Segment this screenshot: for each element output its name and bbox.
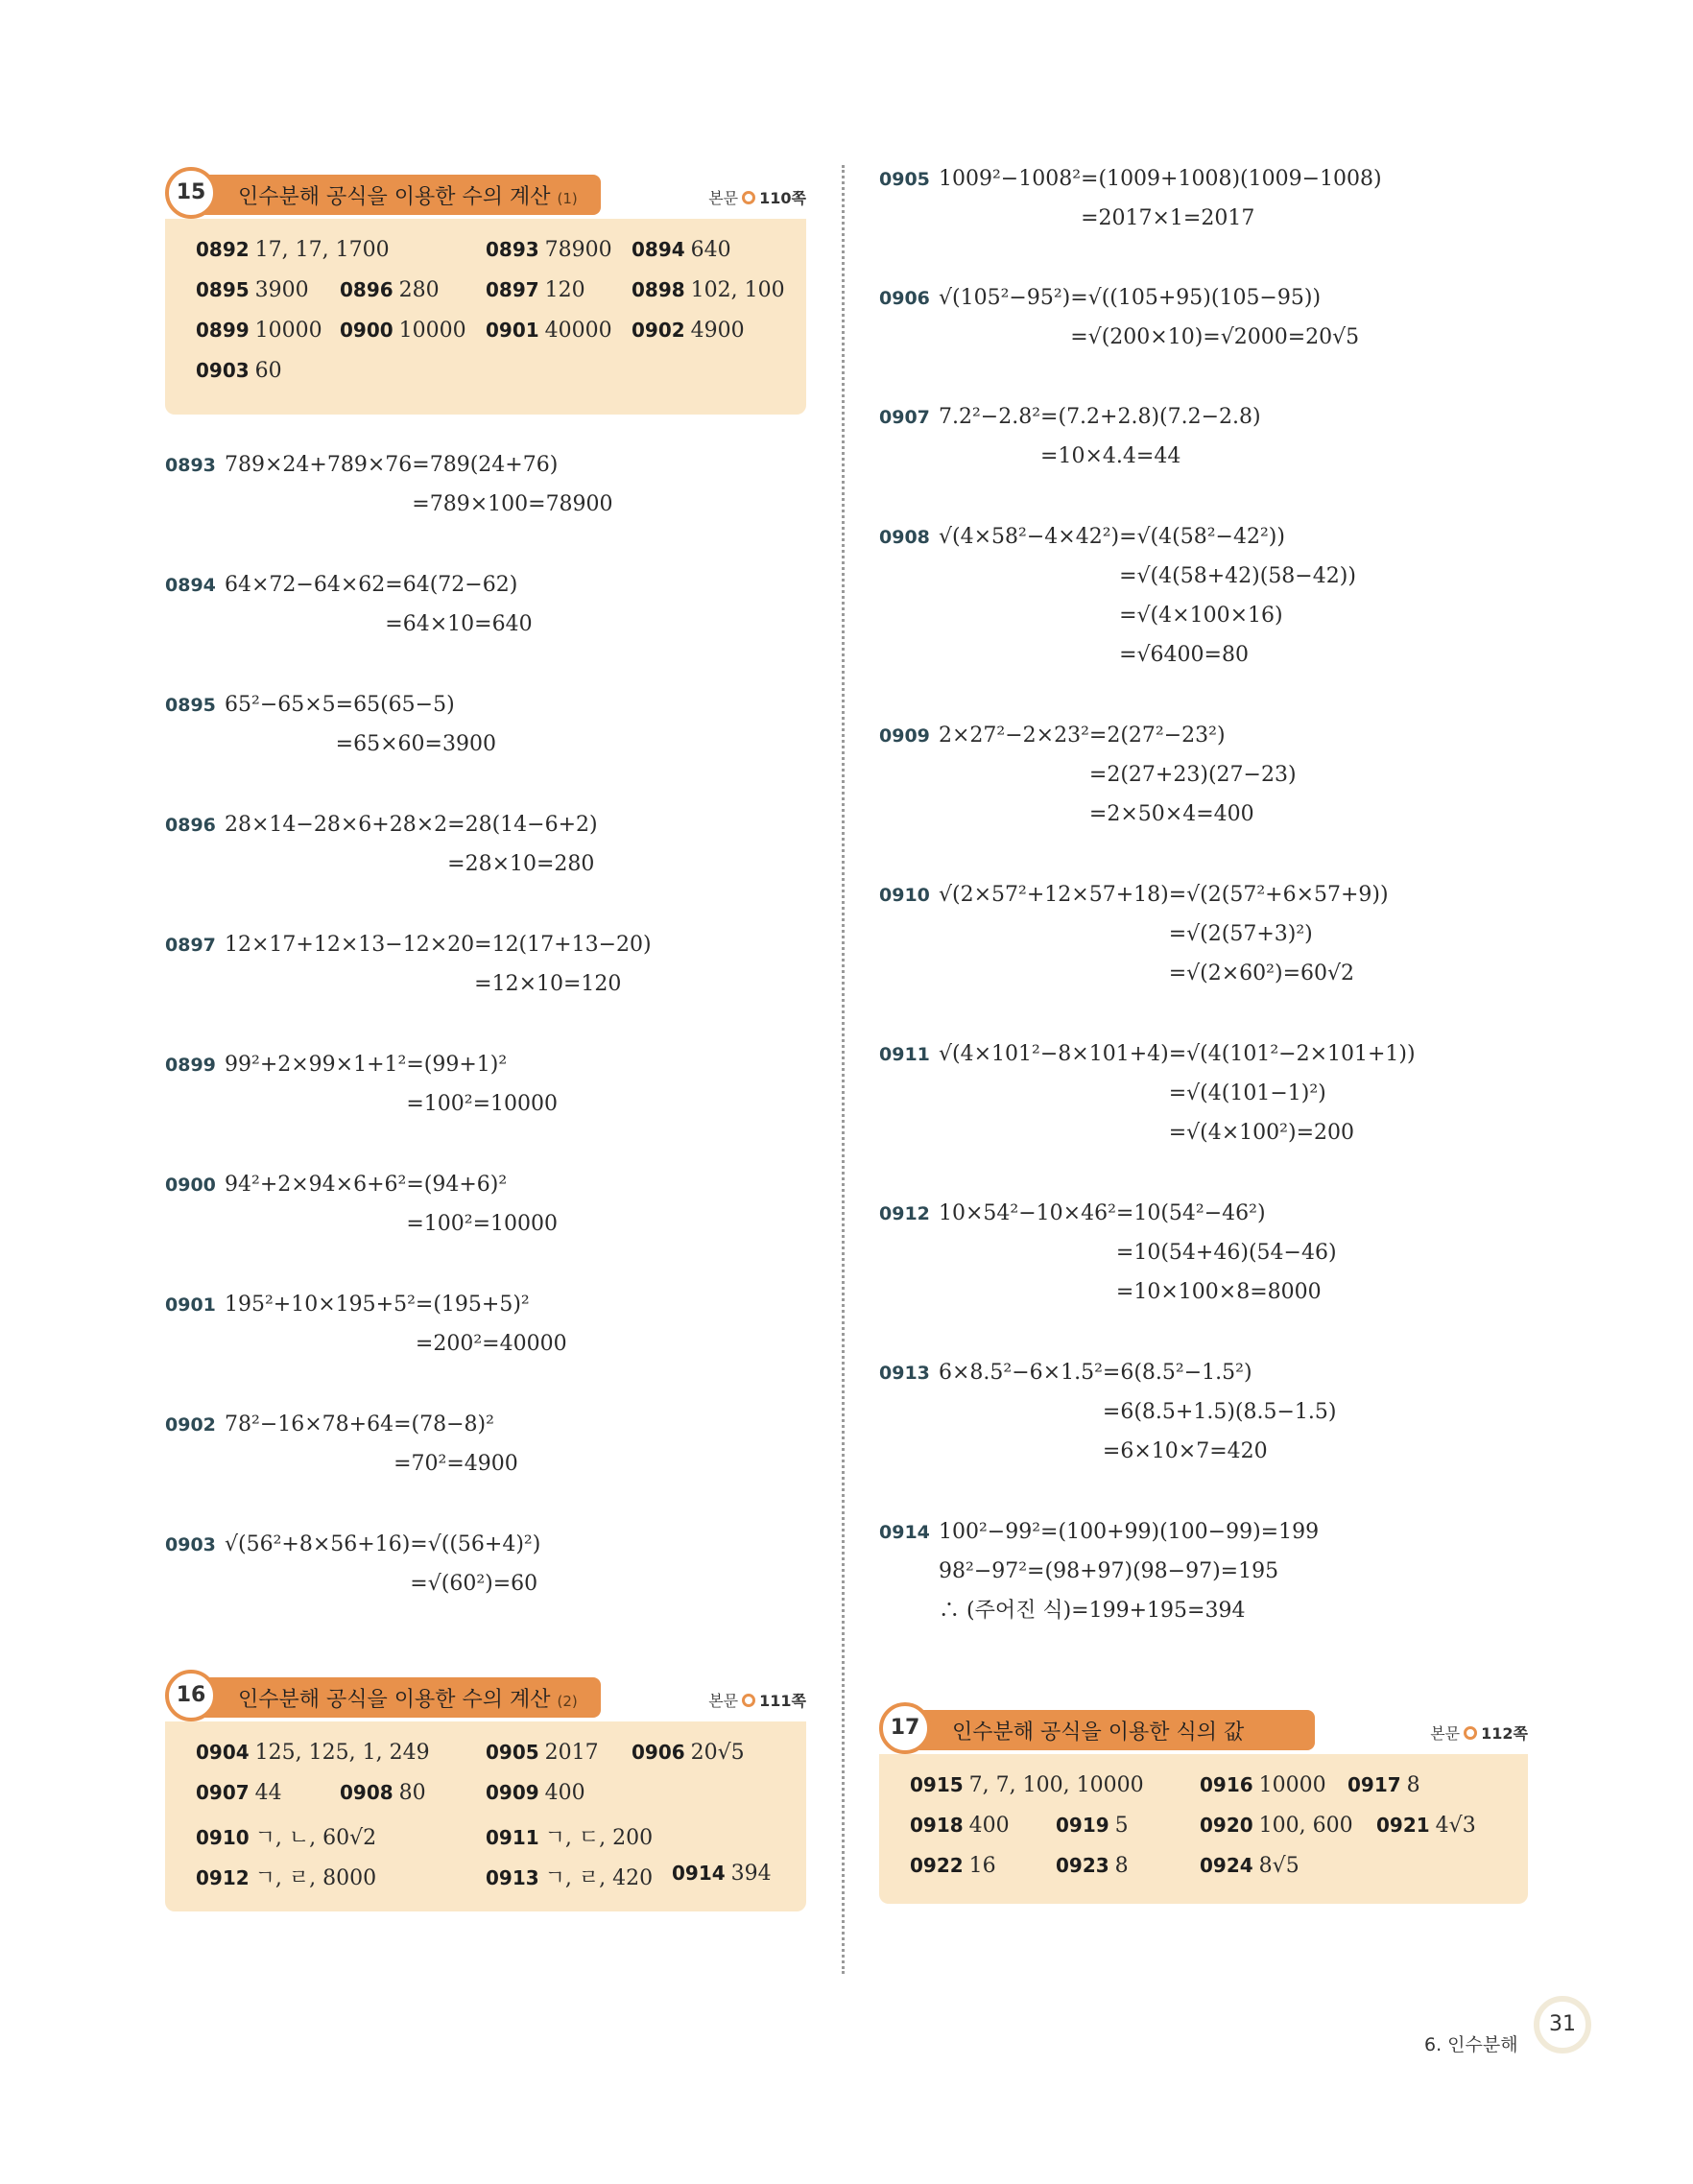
answer-value: 17, 17, 1700 — [254, 238, 390, 262]
answer-item — [486, 238, 612, 262]
answer-number: 0912 — [196, 1866, 250, 1889]
answer-item — [910, 1773, 1144, 1797]
solution-number: 0911 — [879, 1044, 930, 1065]
solution-line: 2×27²−2×23²=2(27²−23²) — [939, 724, 1226, 748]
solution-line: =√(4(58+42)(58−42)) — [1119, 564, 1356, 588]
solution-line: 65²−65×5=65(65−5) — [225, 693, 455, 717]
answer-number: 0902 — [632, 319, 685, 342]
answer-number: 0917 — [1347, 1773, 1401, 1796]
solution-number: 0900 — [165, 1175, 216, 1196]
answer-value: 2017 — [544, 1741, 599, 1765]
answer-number: 0895 — [196, 278, 250, 301]
solution-line: =70²=4900 — [393, 1452, 518, 1476]
solution-number: 0901 — [165, 1294, 216, 1316]
solution-line: =2017×1=2017 — [1081, 206, 1255, 230]
answer-row — [910, 1773, 1528, 1814]
answer-item — [632, 278, 785, 302]
answer-value: 8 — [1406, 1773, 1420, 1797]
solution-number: 0899 — [165, 1055, 216, 1076]
answer-item — [486, 1781, 585, 1805]
solution-line: =√(2(57+3)²) — [1168, 922, 1313, 946]
answer-value: 5 — [1114, 1814, 1129, 1838]
solution-number: 0907 — [879, 407, 930, 428]
answer-number: 0922 — [910, 1854, 964, 1877]
solution-line: =√(200×10)=√2000=20√5 — [1070, 325, 1360, 349]
column-divider — [842, 165, 845, 1974]
solution-line: √(56²+8×56+16)=√((56+4)²) — [225, 1532, 541, 1556]
section-title-text: 인수분해 공식을 이용한 식의 값 — [952, 1721, 1245, 1745]
section-title — [952, 1716, 1244, 1745]
section-number: 16 — [165, 1670, 217, 1721]
solution-line: =2×50×4=400 — [1088, 802, 1254, 826]
answer-number: 0893 — [486, 238, 539, 261]
ref-page: 112쪽 — [1481, 1724, 1528, 1743]
solution-number: 0895 — [165, 695, 216, 716]
section-title-sub: (2) — [557, 1693, 578, 1710]
answer-item — [1200, 1814, 1353, 1838]
section-title-sub: (1) — [557, 190, 578, 207]
solution-line: =789×100=78900 — [412, 492, 613, 516]
answer-item — [196, 1862, 376, 1891]
solution-line: √(105²−95²)=√((105+95)(105−95)) — [939, 286, 1322, 310]
solution-line: 78²−16×78+64=(78−8)² — [225, 1412, 494, 1436]
answer-item — [1347, 1773, 1420, 1797]
answer-item — [486, 278, 585, 302]
solution-number: 0896 — [165, 815, 216, 836]
answer-item — [196, 238, 390, 262]
solution-number: 0893 — [165, 455, 216, 476]
solution-number: 0903 — [165, 1534, 216, 1555]
solution-number: 0897 — [165, 935, 216, 956]
answer-number: 0894 — [632, 238, 685, 261]
answer-value: 400 — [968, 1814, 1010, 1838]
arrow-circle-icon — [742, 1694, 755, 1707]
solution-line: =10×4.4=44 — [1040, 444, 1181, 468]
answer-value: 80 — [398, 1781, 426, 1805]
solution-number: 0894 — [165, 575, 216, 596]
answer-value: 4√3 — [1435, 1814, 1476, 1838]
answer-row — [910, 1854, 1528, 1894]
ref-label: 본문 — [1430, 1724, 1461, 1743]
answer-item — [196, 1781, 282, 1805]
solution-line: 7.2²−2.8²=(7.2+2.8)(7.2−2.8) — [939, 405, 1261, 429]
solution-number: 0912 — [879, 1203, 930, 1224]
answer-item — [632, 319, 745, 343]
solution-line: =√6400=80 — [1119, 643, 1249, 667]
answer-item — [196, 359, 282, 383]
ref-label: 본문 — [708, 189, 739, 207]
solution-line: √(2×57²+12×57+18)=√(2(57²+6×57+9)) — [939, 883, 1389, 907]
solution-number: 0913 — [879, 1363, 930, 1384]
ref-label: 본문 — [708, 1692, 739, 1710]
answer-number: 0921 — [1376, 1814, 1430, 1837]
answer-item — [672, 1862, 772, 1886]
answer-number: 0892 — [196, 238, 250, 261]
solution-number: 0909 — [879, 725, 930, 747]
ref-page: 110쪽 — [759, 189, 806, 207]
solution-line: 100²−99²=(100+99)(100−99)=199 — [939, 1520, 1320, 1544]
answer-item — [910, 1814, 1010, 1838]
section-page-ref — [708, 186, 806, 208]
solution-line: =65×60=3900 — [335, 732, 496, 756]
answer-item — [196, 1821, 376, 1851]
answer-row — [196, 319, 806, 359]
answer-number: 0918 — [910, 1814, 964, 1837]
answer-number: 0906 — [632, 1741, 685, 1764]
solution-line: 789×24+789×76=789(24+76) — [225, 453, 559, 477]
answer-row — [196, 1781, 806, 1821]
answer-value: 60 — [254, 359, 282, 383]
solution-line: =2(27+23)(27−23) — [1088, 763, 1297, 787]
answer-number: 0901 — [486, 319, 539, 342]
solution-line: 1009²−1008²=(1009+1008)(1009−1008) — [939, 167, 1382, 191]
solution-line: 64×72−64×62=64(72−62) — [225, 573, 518, 597]
answer-item — [910, 1854, 996, 1878]
answer-value: ㄱ, ㄷ, 200 — [544, 1826, 654, 1850]
answer-value: 16 — [968, 1854, 996, 1878]
section-number: 17 — [879, 1702, 931, 1754]
solution-line: 6×8.5²−6×1.5²=6(8.5²−1.5²) — [939, 1361, 1252, 1385]
answer-value: 44 — [254, 1781, 282, 1805]
answer-value: 10000 — [1258, 1773, 1326, 1797]
section-number: 15 — [165, 167, 217, 219]
solution-line: 98²−97²=(98+97)(98−97)=195 — [939, 1559, 1279, 1583]
answer-value: ㄱ, ㄹ, 8000 — [254, 1866, 377, 1890]
answer-item — [486, 319, 612, 343]
answer-item — [1056, 1814, 1129, 1838]
answer-value: 3900 — [254, 278, 309, 302]
answer-item — [486, 1862, 653, 1891]
section-16-header — [165, 1668, 806, 1727]
section-title — [238, 180, 578, 210]
answer-number: 0913 — [486, 1866, 539, 1889]
solution-line: 12×17+12×13−12×20=12(17+13−20) — [225, 933, 652, 957]
solution-line: =10×100×8=8000 — [1115, 1280, 1322, 1304]
solution-line: =28×10=280 — [447, 852, 595, 876]
answer-value: 400 — [544, 1781, 585, 1805]
answer-number: 0923 — [1056, 1854, 1109, 1877]
solution-line: =12×10=120 — [474, 972, 622, 996]
answer-value: 100, 600 — [1258, 1814, 1353, 1838]
solution-number: 0905 — [879, 169, 930, 190]
answer-item — [196, 278, 309, 302]
solution-line: =10(54+46)(54−46) — [1115, 1241, 1337, 1265]
solution-line: 10×54²−10×46²=10(54²−46²) — [939, 1201, 1266, 1225]
section-17-header — [879, 1700, 1528, 1760]
solution-line: =√(4×100²)=200 — [1168, 1121, 1355, 1145]
ref-page: 111쪽 — [759, 1692, 806, 1710]
solution-line: =100²=10000 — [406, 1092, 559, 1116]
answer-value: 8 — [1114, 1854, 1129, 1878]
answer-number: 0897 — [486, 278, 539, 301]
answer-item — [1200, 1773, 1326, 1797]
answer-number: 0904 — [196, 1741, 250, 1764]
answer-row — [196, 278, 806, 319]
answer-number: 0907 — [196, 1781, 250, 1804]
solution-number: 0906 — [879, 288, 930, 309]
section-page-ref — [1430, 1721, 1528, 1744]
solution-number: 0910 — [879, 885, 930, 906]
answer-value: 10000 — [398, 319, 466, 343]
answer-number: 0905 — [486, 1741, 539, 1764]
answer-value: 120 — [544, 278, 585, 302]
arrow-circle-icon — [742, 191, 755, 204]
solution-line: =√(4(101−1)²) — [1168, 1081, 1326, 1105]
answer-value: ㄱ, ㄹ, 420 — [544, 1866, 654, 1890]
answer-value: 7, 7, 100, 10000 — [968, 1773, 1144, 1797]
solution-number: 0914 — [879, 1522, 930, 1543]
answer-number: 0920 — [1200, 1814, 1253, 1837]
section-title — [238, 1683, 578, 1713]
answer-row — [196, 238, 806, 278]
answer-item — [196, 1741, 430, 1765]
solution-line: =64×10=640 — [385, 612, 533, 636]
answer-number: 0916 — [1200, 1773, 1253, 1796]
answer-row — [196, 1821, 806, 1862]
solution-number: 0908 — [879, 527, 930, 548]
solution-line: =6×10×7=420 — [1102, 1439, 1268, 1463]
answer-item — [486, 1821, 653, 1851]
answer-number: 0908 — [340, 1781, 393, 1804]
answer-value: 102, 100 — [690, 278, 785, 302]
answer-number: 0909 — [486, 1781, 539, 1804]
solution-line: 28×14−28×6+28×2=28(14−6+2) — [225, 813, 598, 837]
answer-item — [1056, 1854, 1129, 1878]
chapter-footer: 6. 인수분해 — [1424, 2034, 1518, 2055]
answer-item — [340, 278, 440, 302]
answer-item — [632, 238, 731, 262]
solution-line: =√(2×60²)=60√2 — [1168, 961, 1355, 985]
answer-value: 125, 125, 1, 249 — [254, 1741, 430, 1765]
solution-line: 99²+2×99×1+1²=(99+1)² — [225, 1053, 508, 1077]
section-title-text: 인수분해 공식을 이용한 수의 계산 — [238, 185, 551, 209]
answer-value: 394 — [730, 1862, 772, 1886]
answer-number: 0919 — [1056, 1814, 1109, 1837]
answer-number: 0896 — [340, 278, 393, 301]
answer-number: 0914 — [672, 1862, 726, 1885]
section-15-header — [165, 165, 806, 225]
answer-value: ㄱ, ㄴ, 60√2 — [254, 1826, 377, 1850]
answer-item — [632, 1741, 745, 1765]
answer-number: 0900 — [340, 319, 393, 342]
answer-number: 0898 — [632, 278, 685, 301]
answer-number: 0911 — [486, 1826, 539, 1849]
answer-value: 20√5 — [690, 1741, 745, 1765]
solution-line: ∴ (주어진 식)=199+195=394 — [939, 1599, 1246, 1623]
answer-value: 640 — [690, 238, 731, 262]
answer-value: 4900 — [690, 319, 745, 343]
solution-line: √(4×101²−8×101+4)=√(4(101²−2×101+1)) — [939, 1042, 1416, 1066]
answer-value: 280 — [398, 278, 440, 302]
answer-item — [196, 319, 322, 343]
page-number: 31 — [1534, 1996, 1591, 2053]
section-15-answers — [165, 219, 806, 415]
solution-line: =√(60²)=60 — [410, 1572, 538, 1596]
answer-row — [910, 1814, 1528, 1854]
solution-line: 94²+2×94×6+6²=(94+6)² — [225, 1173, 508, 1197]
answer-row — [196, 359, 806, 399]
answer-item — [340, 319, 466, 343]
solution-line: =√(4×100×16) — [1119, 604, 1283, 628]
answer-number: 0915 — [910, 1773, 964, 1796]
answer-number: 0899 — [196, 319, 250, 342]
answer-number: 0903 — [196, 359, 250, 382]
section-17-answers — [879, 1754, 1528, 1904]
answer-value: 78900 — [544, 238, 612, 262]
solution-line: √(4×58²−4×42²)=√(4(58²−42²)) — [939, 525, 1285, 549]
answer-value: 40000 — [544, 319, 612, 343]
solution-line: =100²=10000 — [406, 1212, 559, 1236]
answer-row — [196, 1862, 806, 1902]
section-page-ref — [708, 1689, 806, 1711]
answer-value: 8√5 — [1258, 1854, 1300, 1878]
solution-line: =200²=40000 — [415, 1332, 567, 1356]
solution-number: 0902 — [165, 1414, 216, 1436]
answer-value: 10000 — [254, 319, 322, 343]
answer-item — [340, 1781, 426, 1805]
answer-item — [1200, 1854, 1300, 1878]
solution-line: 195²+10×195+5²=(195+5)² — [225, 1293, 530, 1317]
answer-item — [486, 1741, 599, 1765]
section-16-answers — [165, 1721, 806, 1911]
answer-number: 0910 — [196, 1826, 250, 1849]
arrow-circle-icon — [1464, 1726, 1477, 1740]
solution-line: =6(8.5+1.5)(8.5−1.5) — [1102, 1400, 1337, 1424]
answer-number: 0924 — [1200, 1854, 1253, 1877]
section-title-text: 인수분해 공식을 이용한 수의 계산 — [238, 1688, 551, 1712]
answer-item — [1376, 1814, 1476, 1838]
answer-row — [196, 1741, 806, 1781]
